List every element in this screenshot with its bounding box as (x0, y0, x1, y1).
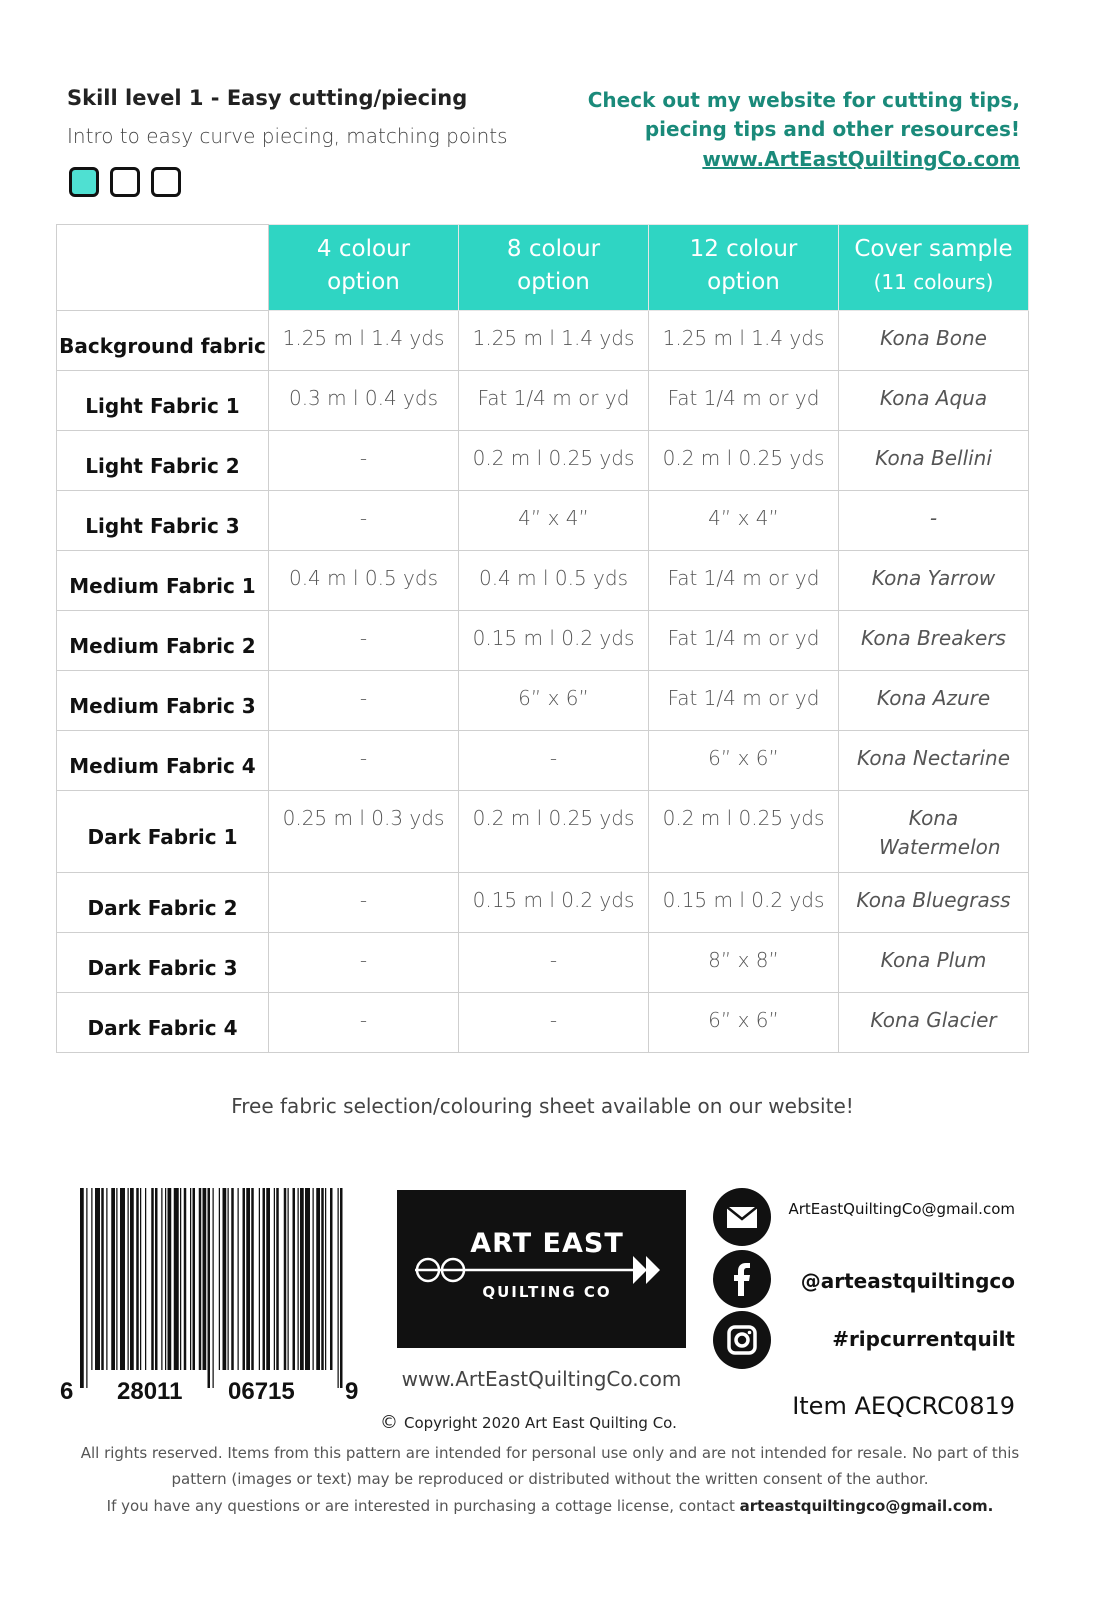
barcode-bar (316, 1188, 320, 1370)
row-label: Dark Fabric 1 (57, 791, 269, 873)
contact-social-handle[interactable]: @arteastquiltingco (800, 1269, 1015, 1293)
barcode-digit: 9 (345, 1378, 359, 1405)
barcode-bar (151, 1188, 154, 1370)
table-row (57, 873, 1029, 933)
header-12-colour (649, 225, 839, 311)
website-promo-line: Check out my website for cutting tips, (587, 88, 1020, 112)
barcode-digits: 28011 (117, 1378, 183, 1405)
barcode-bar (145, 1188, 146, 1370)
cell-12-colour: 6” x 6” (649, 993, 839, 1053)
cell-12-colour: 4” x 4” (649, 491, 839, 551)
instagram-glyph-icon (713, 1311, 771, 1369)
barcode-bar (199, 1188, 202, 1370)
cell-cover-sample: Kona Nectarine (839, 731, 1029, 791)
row-label: Medium Fabric 3 (57, 671, 269, 731)
barcode-bar (80, 1188, 84, 1388)
cell-4-colour: - (269, 491, 459, 551)
barcode-bar (321, 1188, 324, 1370)
skill-box-filled (69, 167, 99, 197)
item-code: Item AEQCRC0819 (792, 1392, 1015, 1420)
header-cover-sample (839, 225, 1029, 311)
row-label: Dark Fabric 3 (57, 933, 269, 993)
cell-8-colour: 0.2 m l 0.25 yds (459, 431, 649, 491)
barcode-bar (313, 1188, 314, 1370)
cell-4-colour: - (269, 873, 459, 933)
cell-4-colour: - (269, 731, 459, 791)
cell-12-colour: 0.2 m l 0.25 yds (649, 431, 839, 491)
cell-cover-sample: Kona Watermelon (839, 791, 1029, 873)
logo-graphic (397, 1190, 686, 1348)
barcode-bar (288, 1188, 289, 1370)
cell-cover-sample: Kona Bellini (839, 431, 1029, 491)
barcode-bar (243, 1188, 246, 1370)
table-row (57, 671, 1029, 731)
cell-cover-sample: - (839, 491, 1029, 551)
row-label: Light Fabric 1 (57, 371, 269, 431)
barcode-bar (219, 1188, 220, 1370)
cell-4-colour: 0.25 m l 0.3 yds (269, 791, 459, 873)
header-line: option (517, 269, 590, 295)
row-label: Medium Fabric 4 (57, 731, 269, 791)
header-line: (11 colours) (873, 270, 994, 294)
barcode-bar (263, 1188, 266, 1370)
copyright-line (380, 1412, 677, 1433)
barcode-bar (130, 1188, 134, 1370)
barcode-bar (274, 1188, 275, 1370)
legal-line-3 (0, 1493, 1100, 1519)
barcode-bar (338, 1188, 339, 1388)
barcode-bar (266, 1188, 270, 1370)
header-line: option (707, 269, 780, 295)
barcode-bar (190, 1188, 191, 1370)
cell-4-colour: 0.4 m l 0.5 yds (269, 551, 459, 611)
barcode-bar (330, 1188, 333, 1370)
barcode-bar (305, 1188, 310, 1370)
cell-12-colour: 1.25 m l 1.4 yds (649, 311, 839, 371)
barcode-digits: 06715 (228, 1378, 295, 1405)
contact-email[interactable]: ArtEastQuiltingCo@gmail.com (788, 1200, 1015, 1218)
barcode-bar (246, 1188, 250, 1370)
barcode-bar (208, 1188, 211, 1388)
skill-level-title: Skill level 1 - Easy cutting/piecing (67, 86, 468, 110)
row-label: Light Fabric 3 (57, 491, 269, 551)
row-label: Dark Fabric 2 (57, 873, 269, 933)
contact-hashtag: #ripcurrentquilt (832, 1327, 1015, 1351)
cell-8-colour: - (459, 731, 649, 791)
barcode-bar (174, 1188, 179, 1370)
header-4-colour (269, 225, 459, 311)
barcode-bar (223, 1188, 227, 1370)
barcode-bar (180, 1188, 181, 1370)
barcode-bar (213, 1188, 214, 1388)
cell-8-colour: 1.25 m l 1.4 yds (459, 311, 649, 371)
barcode-bar (86, 1188, 87, 1388)
footer-website[interactable]: www.ArtEastQuiltingCo.com (401, 1367, 682, 1391)
cell-12-colour: Fat 1/4 m or yd (649, 611, 839, 671)
cell-cover-sample: Kona Aqua (839, 371, 1029, 431)
barcode-bar (116, 1188, 117, 1370)
cell-8-colour: 0.2 m l 0.25 yds (459, 791, 649, 873)
art-east-logo (397, 1190, 686, 1348)
cell-8-colour: - (459, 933, 649, 993)
header-line: 12 colour (689, 236, 798, 262)
barcode-bar (165, 1188, 166, 1370)
copyright-icon: © (380, 1412, 398, 1433)
barcode-bar (325, 1188, 326, 1370)
cell-cover-sample: Kona Breakers (839, 611, 1029, 671)
cell-8-colour: 0.4 m l 0.5 yds (459, 551, 649, 611)
cell-12-colour: Fat 1/4 m or yd (649, 671, 839, 731)
table-row (57, 371, 1029, 431)
instagram-icon (713, 1311, 771, 1369)
cell-8-colour: 0.15 m l 0.2 yds (459, 611, 649, 671)
website-promo-line: piecing tips and other resources! (644, 117, 1020, 141)
cell-8-colour: 4” x 4” (459, 491, 649, 551)
table-row (57, 611, 1029, 671)
header-line: 4 colour (316, 236, 411, 262)
cell-4-colour: - (269, 933, 459, 993)
skill-level-subtitle: Intro to easy curve piecing, matching points (67, 124, 508, 148)
cell-cover-sample: Kona Azure (839, 671, 1029, 731)
cell-8-colour: 6” x 6” (459, 671, 649, 731)
barcode-bar (111, 1188, 115, 1370)
cell-cover-sample: Kona Glacier (839, 993, 1029, 1053)
row-label: Light Fabric 2 (57, 431, 269, 491)
cell-4-colour: - (269, 431, 459, 491)
facebook-icon (713, 1250, 771, 1308)
legal-contact-email[interactable]: arteastquiltingco@gmail.com. (739, 1497, 994, 1515)
website-link[interactable]: www.ArtEastQuiltingCo.com (702, 147, 1020, 171)
barcode-bar (161, 1188, 162, 1370)
copyright-text: Copyright 2020 Art East Quilting Co. (404, 1414, 677, 1432)
cell-cover-sample: Kona Bone (839, 311, 1029, 371)
table-row (57, 933, 1029, 993)
barcode-bar (340, 1188, 343, 1388)
barcode-bar (136, 1188, 139, 1370)
table-row (57, 431, 1029, 491)
barcode-bar (231, 1188, 234, 1370)
row-label: Dark Fabric 4 (57, 993, 269, 1053)
barcode-bar (120, 1188, 125, 1370)
legal-line-1: All rights reserved. Items from this pattern are intended for personal use only and are not intended for resale. No part of this (80, 1444, 1020, 1462)
barcode (80, 1188, 344, 1388)
logo-subtitle: QUILTING CO (482, 1283, 612, 1301)
barcode-bar (251, 1188, 254, 1370)
facebook-glyph-icon (713, 1250, 771, 1308)
barcode-bar (184, 1188, 187, 1370)
table-row (57, 731, 1029, 791)
cell-8-colour: 0.15 m l 0.2 yds (459, 873, 649, 933)
barcode-digit: 6 (60, 1378, 74, 1405)
cell-12-colour: Fat 1/4 m or yd (649, 371, 839, 431)
cell-cover-sample: Kona Bluegrass (839, 873, 1029, 933)
header-line: option (327, 269, 400, 295)
barcode-bar (193, 1188, 196, 1370)
skill-box-empty (151, 167, 181, 197)
barcode-bar (228, 1188, 229, 1370)
cell-8-colour: - (459, 993, 649, 1053)
barcode-bar (155, 1188, 158, 1370)
barcode-bar (298, 1188, 299, 1370)
barcode-bar (238, 1188, 239, 1370)
table-row (57, 993, 1029, 1053)
legal-line-2: pattern (images or text) may be reproduced or distributed without the written consent of the author. (171, 1470, 929, 1488)
cell-12-colour: 0.15 m l 0.2 yds (649, 873, 839, 933)
cell-4-colour: 1.25 m l 1.4 yds (269, 311, 459, 371)
cell-cover-sample: Kona Plum (839, 933, 1029, 993)
logo-title: ART EAST (470, 1228, 624, 1259)
legal-line-3-text: If you have any questions or are interested in purchasing a cottage license, contact (106, 1497, 740, 1515)
barcode-bar (140, 1188, 141, 1370)
table-row (57, 311, 1029, 371)
header-line: Cover sample (854, 236, 1013, 262)
barcode-bar (106, 1188, 107, 1370)
cell-4-colour: - (269, 671, 459, 731)
table-header-row (57, 225, 1029, 311)
table-corner-cell (57, 225, 269, 311)
table-row (57, 551, 1029, 611)
header-line: 8 colour (506, 236, 601, 262)
barcode-bar (284, 1188, 287, 1370)
barcode-bar (203, 1188, 207, 1370)
table-row (57, 491, 1029, 551)
row-label: Background fabric (57, 311, 269, 371)
cell-4-colour: - (269, 993, 459, 1053)
envelope-icon (713, 1188, 771, 1246)
barcode-bar (168, 1188, 172, 1370)
table-row (57, 791, 1029, 873)
skill-box-empty (110, 167, 140, 197)
cell-12-colour: Fat 1/4 m or yd (649, 551, 839, 611)
cell-4-colour: 0.3 m l 0.4 yds (269, 371, 459, 431)
barcode-bar (128, 1188, 129, 1370)
cell-12-colour: 6” x 6” (649, 731, 839, 791)
barcode-bar (300, 1188, 304, 1370)
header-8-colour (459, 225, 649, 311)
row-label: Medium Fabric 1 (57, 551, 269, 611)
cell-cover-sample: Kona Yarrow (839, 551, 1029, 611)
barcode-bar (91, 1188, 92, 1370)
fabric-requirements-table (56, 224, 1029, 1053)
cell-12-colour: 0.2 m l 0.25 yds (649, 791, 839, 873)
barcode-bar (276, 1188, 279, 1370)
barcode-bar (95, 1188, 100, 1370)
cell-8-colour: Fat 1/4 m or yd (459, 371, 649, 431)
barcode-bar (101, 1188, 104, 1370)
email-icon (713, 1188, 771, 1246)
cell-4-colour: - (269, 611, 459, 671)
cell-12-colour: 8” x 8” (649, 933, 839, 993)
free-sheet-note: Free fabric selection/colouring sheet available on our website! (231, 1094, 854, 1118)
barcode-bar (259, 1188, 260, 1370)
row-label: Medium Fabric 2 (57, 611, 269, 671)
barcode-bar (293, 1188, 296, 1370)
